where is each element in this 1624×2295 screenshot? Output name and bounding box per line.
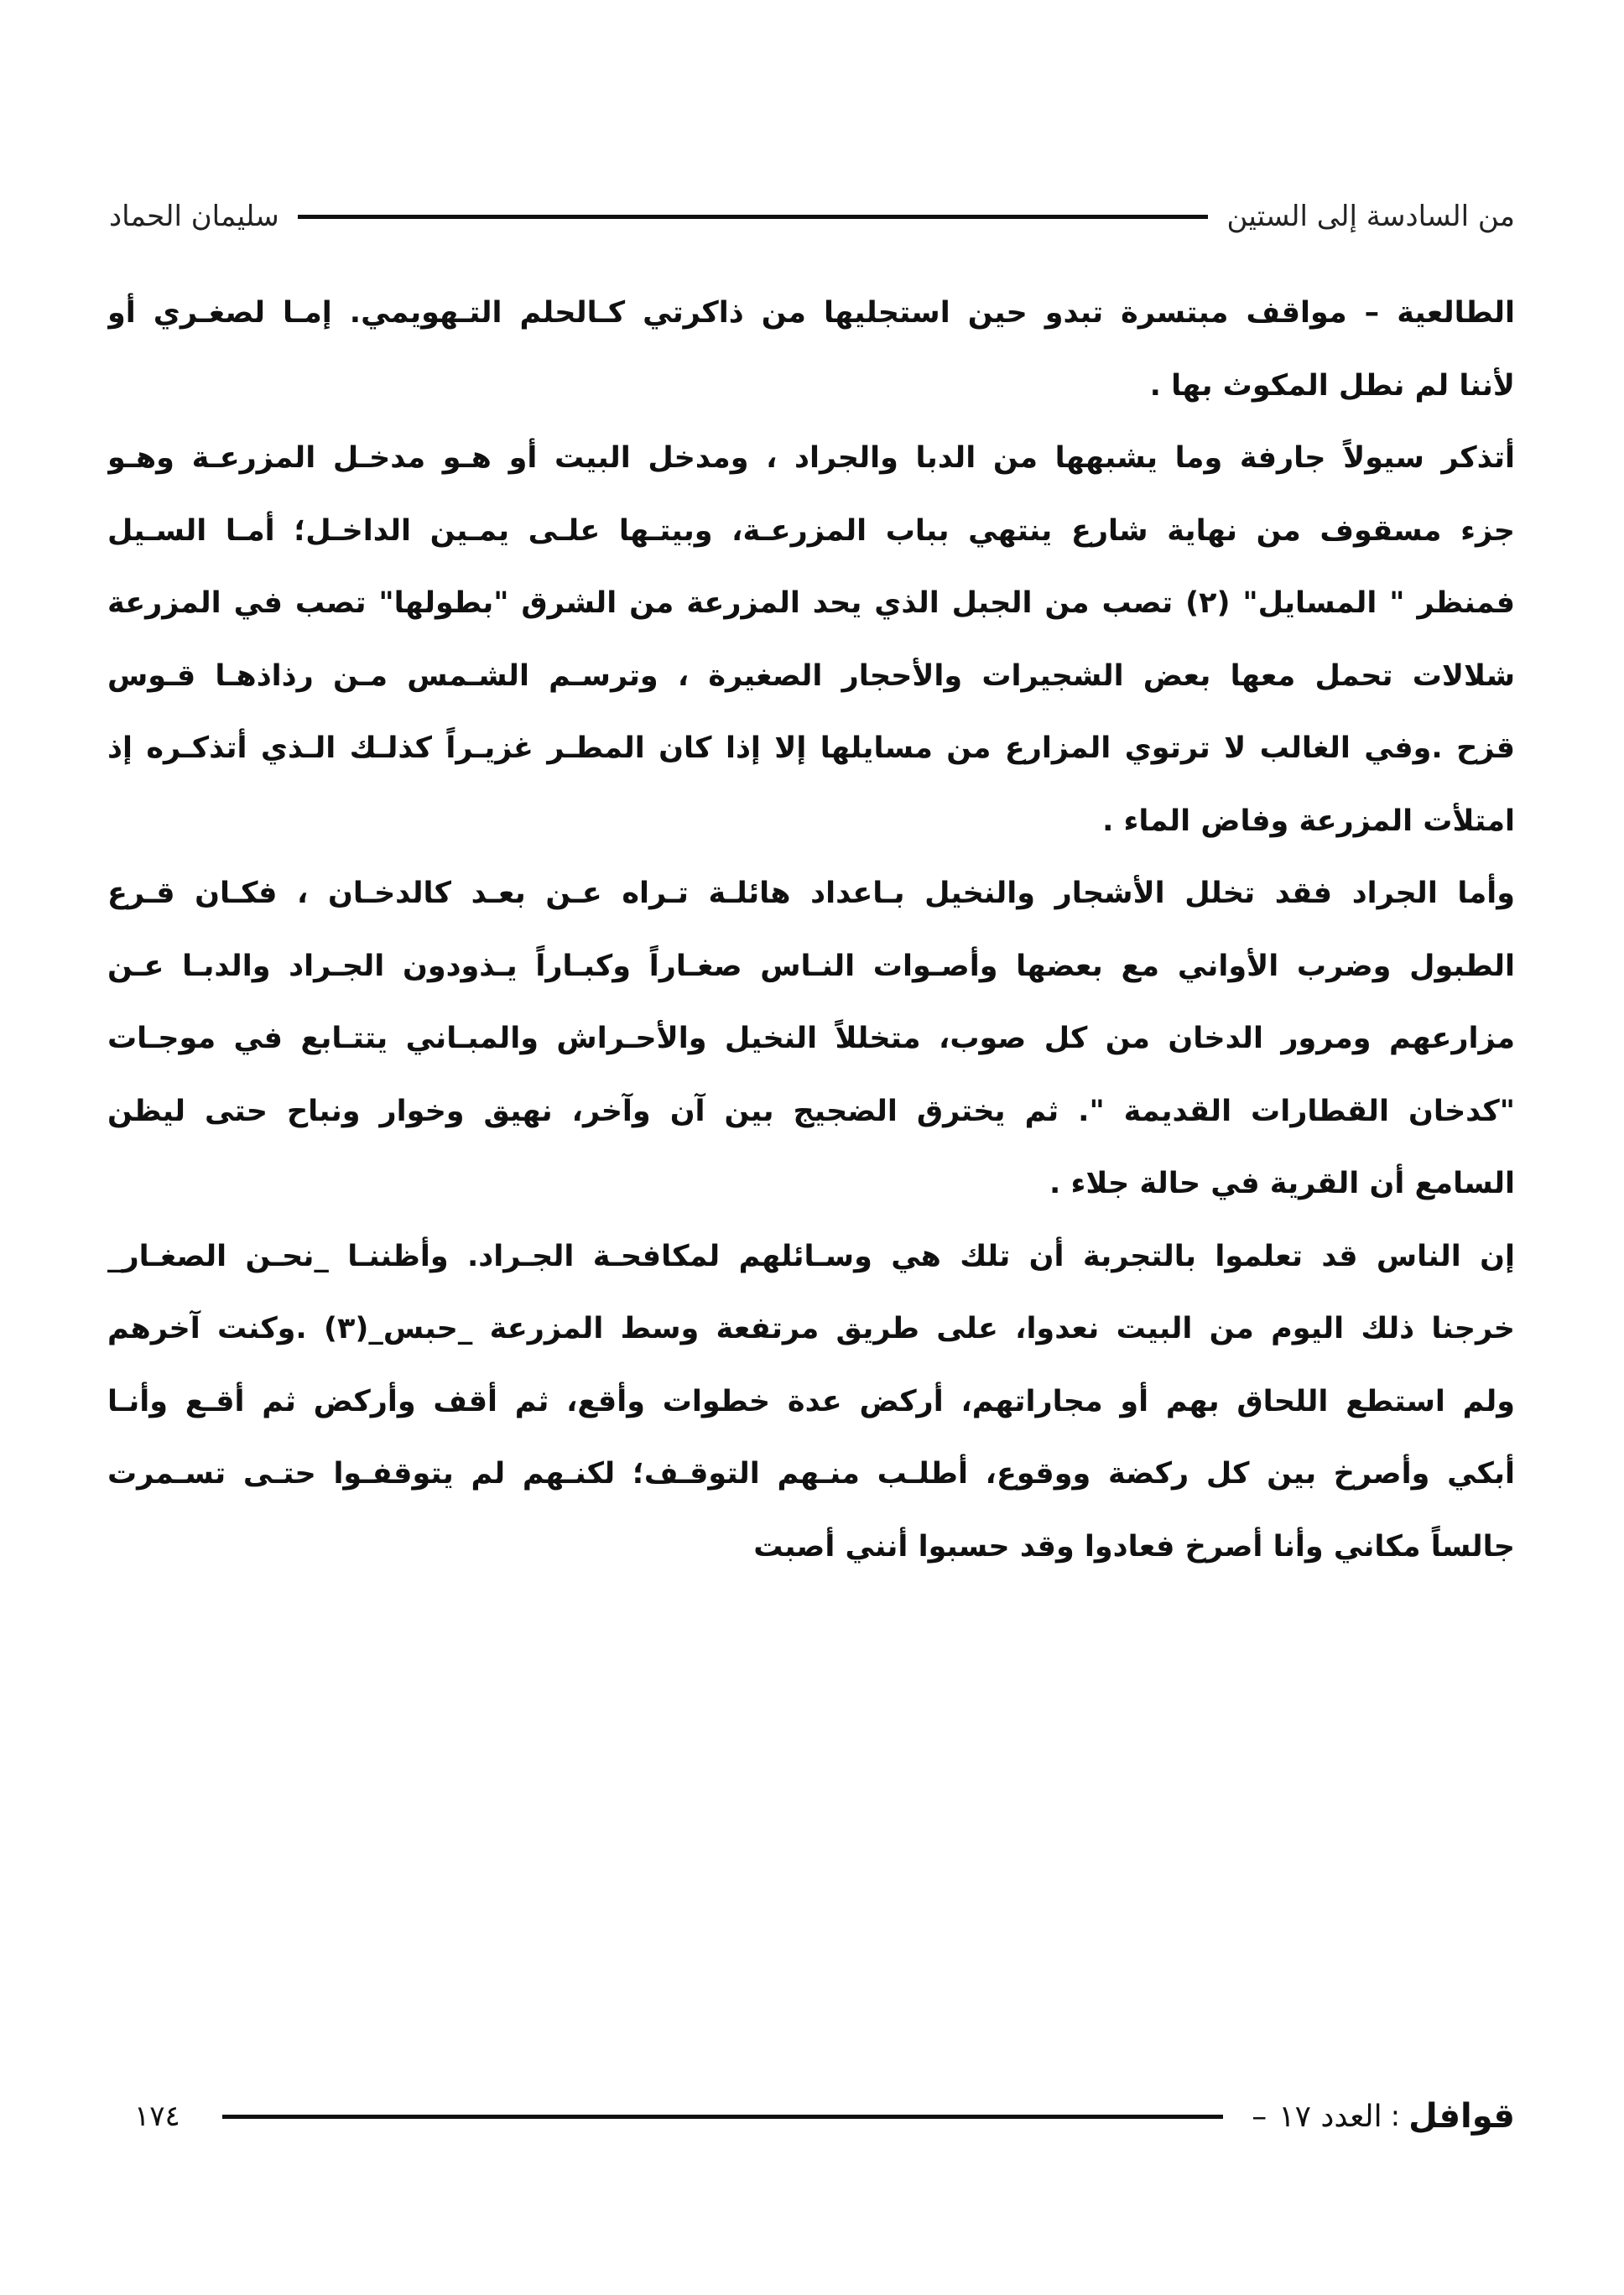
text-line: "كدخان القطارات القديمة ". ثم يخترق الضجيج بين آن وآخر، نهيق وخوار ونباح حتى ليظن [107, 1094, 1515, 1128]
page-number: ١٧٤ [134, 2100, 180, 2133]
text-line: خرجنا ذلك اليوم من البيت نعدوا، على طريق مرتفعة وسط المزرعة _حبس_(٣) .وكنت آخرهم [107, 1312, 1515, 1345]
text-line: جزء مسقوف من نهاية شارع ينتهي بباب المزرعـة، وبيتـها علـى يمـين الداخـل؛ أمـا السـيل [107, 513, 1515, 548]
text-line: إن الناس قد تعلموا بالتجربة أن تلك هي وسـائلهم لمكافحـة الجـراد. وأظننـا _نحـن الصغـار_ [107, 1239, 1515, 1273]
running-header [109, 191, 1515, 242]
text-line: قزح .وفي الغالب لا ترتوي المزارع من مسايلها إلا إذا كان المطـر غزيـراً كذلـك الـذي أتذكـره إذ [107, 731, 1515, 765]
text-line: امتلأت المزرعة وفاض الماء . [1102, 804, 1515, 838]
text-line: السامع أن القرية في حالة جلاء . [1049, 1167, 1515, 1200]
text-line: أبكي وأصرخ بين كل ركضة ووقوع، أطلـب منـهم التوقـف؛ لكنـهم لم يتوقفـوا حتـى تسـمرت [107, 1457, 1515, 1491]
footer-separator: : [1390, 2100, 1401, 2133]
header-rule [298, 215, 1209, 219]
text-line: أتذكر سيولاً جارفة وما يشبهها من الدبا والجراد ، ومدخل البيت أو هـو مدخـل المزرعـة وهـو [107, 441, 1515, 475]
text-line: فمنظر " المسايل" (٢) تصب من الجبل الذي يحد المزرعة من الشرق "بطولها" تصب في المزرعة [107, 586, 1515, 620]
footer-issue: العدد ١٧ [1278, 2099, 1382, 2134]
header-book-title: من السادسة إلى الستين [1226, 200, 1515, 233]
text-line: وأما الجراد فقد تخلل الأشجار والنخيل بـاعداد هائلـة تـراه عـن بعـد كالدخـان ، فكـان قـرع [107, 877, 1515, 910]
footer-journal-name: قوافل [1408, 2097, 1515, 2136]
text-line: جالساً مكاني وأنا أصرخ فعادوا وقد حسبوا أنني أصبت [753, 1529, 1515, 1564]
text-line: مزارعهم ومرور الدخان من كل صوب، متخللاً النخيل والأحـراش والمبـاني يتتـابع في موجـات [107, 1022, 1515, 1055]
text-line: شلالات تحمل معها بعض الشجيرات والأحجار الصغيرة ، وترسـم الشـمس مـن رذاذهـا قـوس [107, 658, 1515, 693]
footer-dash: – [1252, 2099, 1267, 2134]
body-text [107, 277, 1515, 1583]
text-line: لأننا لم نطل المكوث بها . [1149, 368, 1515, 403]
text-line: الطبول وضرب الأواني مع بعضها وأصـوات النـاس صغـاراً وكبـاراً يـذودون الجـراد والدبـا عـن [107, 949, 1515, 983]
header-author: سليمان الحماد [109, 200, 279, 233]
text-line: الطالعية – مواقف مبتسرة تبدو حين استجليها من ذاكرتي كـالحلم التـهويمي. إمـا لصغـري أو [107, 296, 1515, 330]
text-line: ولم استطع اللحاق بهم أو مجاراتهم، أركض عدة خطوات وأقع، ثم أقف وأركض ثم أقـع وأنـا [107, 1384, 1515, 1418]
footer-rule [222, 2115, 1223, 2119]
page-footer [134, 2087, 1515, 2146]
